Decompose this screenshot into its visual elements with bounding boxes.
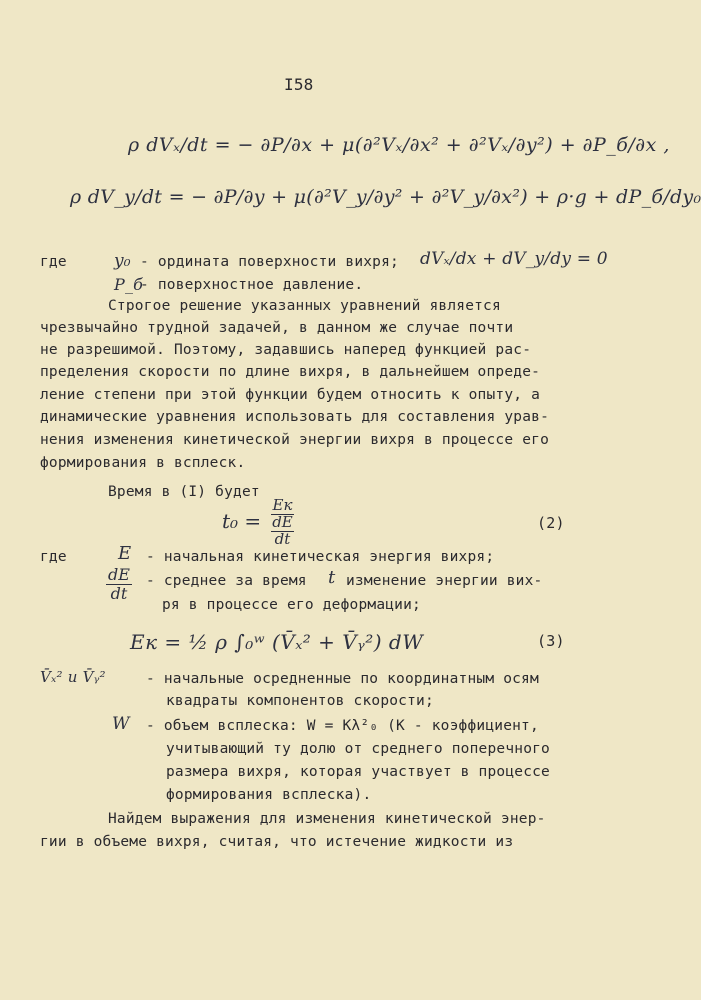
t0-denominator-top: dE xyxy=(272,512,293,531)
w-definition-2: учитывающий ту долю от среднего поперечного xyxy=(166,741,550,757)
w-definition-4: формирования всплеска). xyxy=(166,787,372,803)
t0-numerator: Eк xyxy=(272,496,293,514)
equation-number-3: (3) xyxy=(537,632,565,650)
w-symbol: W xyxy=(112,714,130,734)
w-definition-1: - объем всплеска: W = Kλ²₀ (K - коэффициент, xyxy=(146,718,539,734)
de-dt-definition-3: ря в процессе его деформации; xyxy=(162,597,421,613)
de-dt-bottom: dt xyxy=(110,584,128,603)
v-definition-2: квадраты компонентов скорости; xyxy=(166,693,434,709)
pb-symbol: P_б xyxy=(114,275,144,294)
where-label-1: где xyxy=(40,254,67,270)
where-label-2: где xyxy=(40,549,67,565)
paragraph-1-line-8: формирования в всплеск. xyxy=(40,455,246,471)
paragraph-2-line-1: Найдем выражения для изменения кинетической энер- xyxy=(108,811,546,827)
de-dt-definition-2: изменение энергии вих- xyxy=(346,573,543,589)
paragraph-1-line-1: Строгое решение указанных уравнений является xyxy=(108,298,501,314)
t0-lhs: t₀ = xyxy=(222,509,262,534)
equation-2 xyxy=(70,184,701,209)
de-dt-symbol xyxy=(106,566,132,603)
e-definition: - начальная кинетическая энергия вихря; xyxy=(146,549,495,565)
paragraph-1-line-3: не разрешимой. Поэтому, задавшись наперед функцией рас- xyxy=(40,342,532,358)
de-dt-top: dE xyxy=(108,565,130,584)
equation-3-text: Eк = ½ ρ ∫₀ʷ (V̄ₓ² + V̄ᵧ²) dW xyxy=(130,630,424,654)
equation-2-time xyxy=(222,498,297,547)
t-symbol: t xyxy=(328,567,336,588)
e-symbol: E xyxy=(118,543,132,564)
w-definition-3: размера вихря, которая участвует в процессе xyxy=(166,764,550,780)
page-number: I58 xyxy=(284,75,314,94)
paragraph-1-line-2: чрезвычайно трудной задачей, в данном же случае почти xyxy=(40,320,514,336)
paragraph-1-line-6: динамические уравнения использовать для составления урав- xyxy=(40,409,549,425)
equation-number-2: (2) xyxy=(537,514,565,532)
de-dt-definition-1: - среднее за время xyxy=(146,573,307,589)
paragraph-2-line-2: гии в объеме вихря, считая, что истечение жидкости из xyxy=(40,834,514,850)
paragraph-1-line-5: ление степени при этой функции будем относить к опыту, а xyxy=(40,387,541,403)
equation-1-text: ρ dVₓ/dt = − ∂P/∂x + μ(∂²Vₓ/∂x² + ∂²Vₓ/∂y²) + ∂P_б/∂x , xyxy=(128,134,670,156)
t0-denominator-bottom: dt xyxy=(274,529,291,548)
pb-definition: - поверхностное давление. xyxy=(140,277,364,293)
t0-fraction xyxy=(271,498,295,547)
equation-3 xyxy=(130,630,423,655)
v-definition-1: - начальные осредненные по координатным осям xyxy=(146,671,539,687)
paragraph-1-line-7: нения изменения кинетической энергии вихря в процессе его xyxy=(40,432,549,448)
v-squared-symbols: V̄ₓ² и V̄ᵧ² xyxy=(40,668,106,686)
paragraph-1-line-4: пределения скорости по длине вихря, в дальнейшем опреде- xyxy=(40,364,541,380)
continuity-equation: dVₓ/dx + dV_y/dy = 0 xyxy=(420,249,608,269)
time-intro: Время в (I) будет xyxy=(108,484,260,500)
y0-definition: - ордината поверхности вихря; xyxy=(140,254,399,270)
equation-1 xyxy=(128,132,670,157)
equation-2-text: ρ dV_y/dt = − ∂P/∂y + μ(∂²V_y/∂y² + ∂²V_y/∂x²) + ρ·g + dP_б/dy₀ xyxy=(70,186,701,208)
y0-symbol: y₀ xyxy=(114,251,131,271)
